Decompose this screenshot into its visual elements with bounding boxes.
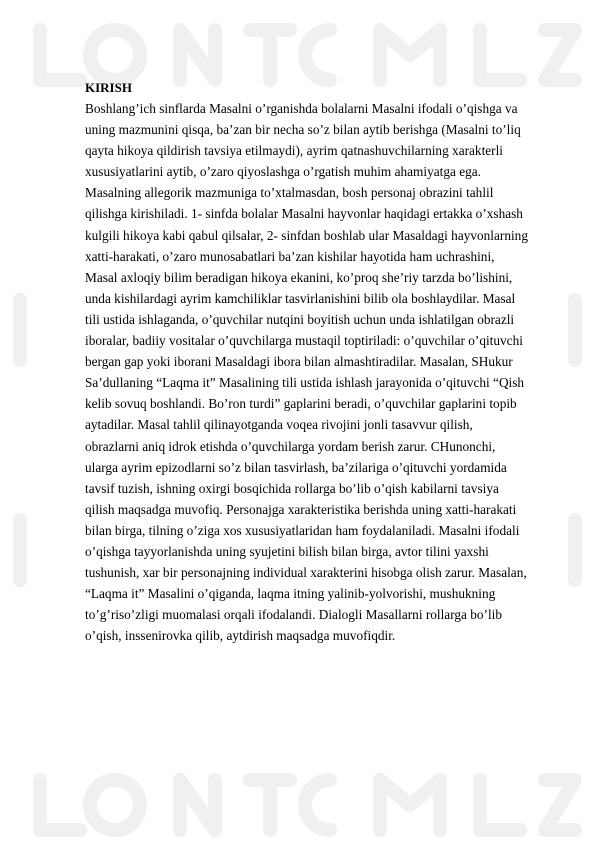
text-line: qilishga kirishiladi. 1- sinfda bolalar Masalni hayvonlar haqidagi ertakka o’xshash xyxy=(85,206,523,222)
text-line: tavsif tuzish, ishning oxirgi bosqichida rollarga bo’lib o’qish kabilarni tavsiya xyxy=(85,480,499,496)
text-line: xususiyatlarini aytib, o’zaro qiyoslashga o’rgatish muhim ahamiyatga ega. xyxy=(85,164,481,180)
text-line: qilish maqsadga muvofiq. Personajga xarakteristika berishda uning xatti-harakati xyxy=(85,501,517,517)
document-heading: KIRISH xyxy=(85,80,132,95)
text-line: Masalning allegorik mazmuniga to’xtalmasdan, bosh personaj obrazini tahlil xyxy=(85,185,494,201)
text-line: to’g’riso’zligi muomalasi orqali ifodalandi. Dialogli Masallarni rollarga bo’lib xyxy=(85,607,503,623)
text-line: kulgili hikoya kabi qabul qilsalar, 2- sinfdan boshlab ular Masaldagi hayvonlarning xyxy=(85,227,528,243)
text-line: obrazlarni aniq idrok etishda o’quvchilarga yordam berish zarur. CHunonchi, xyxy=(85,438,496,454)
text-line: Boshlang’ich sinflarda Masalni o’rganishda bolalarni Masalni ifodali o’qishga va xyxy=(85,101,518,116)
paragraph xyxy=(85,98,555,646)
text-line: unda kishilardagi ayrim kamchiliklar tasvirlanishini bilib ola boshlaydilar. Masal xyxy=(85,290,516,306)
document-body xyxy=(85,78,555,646)
text-line: o’qishga tayyorlanishda uning syujetini bilish bilan birga, avtor tilini yaxshi xyxy=(85,543,489,559)
text-line: o’qish, inssenirovka qilib, aytdirish maqsadga muvofiqdir. xyxy=(85,628,396,644)
text-line: tushunish, xar bir personajning individual xarakterini hisobga olish zarur. Masalan, xyxy=(85,565,527,581)
text-line: tili ustida ishlaganda, o’quvchilar nutqini boyitish uchun unda ishlatilgan obrazli xyxy=(85,311,515,327)
text-line: “Laqma it” Masalini o’qiganda, laqma itning yalinib-yolvorishi, mushukning xyxy=(85,586,496,602)
text-line: qayta hikoya qildirish tavsiya etilmaydi), ayrim qatnashuvchilarning xarakterli xyxy=(85,143,503,159)
text-line: xatti-harakati, o’zaro munosabatlari ba’zan kishilar hayotida ham uchrashini, xyxy=(85,248,495,264)
text-line: iboralar, badiiy vositalar o’quvchilarga mustaqil toptiriladi: o’quvchilar o’qituvchi xyxy=(85,333,523,349)
text-line: bergan gap yoki iborani Masaldagi ibora bilan almashtiradilar. Masalan, SHukur xyxy=(85,354,513,370)
text-line: uning mazmunini qisqa, ba’zan bir necha so’z bilan aytib berishga (Masalni to’liq xyxy=(85,122,521,138)
text-line: bilan birga, tilning o’ziga xos xususiyatlaridan ham foydalaniladi. Masalni ifodali xyxy=(85,522,520,538)
text-line: ularga ayrim epizodlarni so’z bilan tasvirlash, ba’zilariga o’qituvchi yordamida xyxy=(85,459,507,475)
text-line: kelib sovuq boshlandi. Bo’ron turdi” gaplarini beradi, o’quvchilar gaplarini topib xyxy=(85,396,517,412)
text-line: Sa’dullaning “Laqma it” Masalining tili ustida ishlash jarayonida o’qituvchi “Qish xyxy=(85,375,525,391)
text-line: Masal axloqiy bilim beradigan hikoya ekanini, ko’proq she’riy tarzda bo’lishini, xyxy=(85,269,513,285)
text-line: aytadilar. Masal tahlil qilinayotganda voqea rivojini jonli tasavvur qilish, xyxy=(85,417,473,433)
